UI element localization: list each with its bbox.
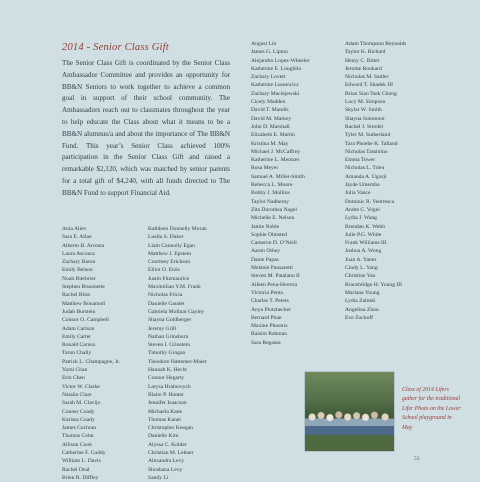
name-entry: Catherine F. Cuddy bbox=[62, 450, 106, 457]
name-entry: Christopher Keegan bbox=[148, 425, 193, 432]
name-entry: Emily Carter bbox=[62, 333, 92, 340]
name-entry: Dominic R. Ventresca bbox=[345, 198, 395, 205]
name-entry: Alexandra Levy bbox=[148, 458, 185, 465]
name-entry: Adam Thompson Reynolds bbox=[345, 41, 407, 47]
name-entry: Kathleen Donnelly Moran bbox=[148, 226, 207, 232]
name-entry: Juan A. Yanes bbox=[345, 256, 377, 263]
name-entry: David T. Mandis bbox=[251, 107, 289, 114]
name-entry: Brien R. Diffley bbox=[62, 474, 99, 481]
name-entry: John D. Marshall bbox=[251, 123, 290, 130]
name-entry: Lucy M. Simpson bbox=[345, 99, 386, 106]
name-entry: Michael J. McCaffrey bbox=[251, 148, 301, 155]
name-entry: Frank Williams III bbox=[345, 240, 387, 247]
names-column-4 bbox=[345, 40, 406, 322]
name-entry: William L. Davis bbox=[62, 458, 101, 465]
name-entry: Katherine L. Mentzer bbox=[251, 157, 300, 164]
name-entry: Jamie Noble bbox=[251, 223, 280, 230]
name-entry: Victoria Penta bbox=[251, 289, 283, 296]
name-entry: Lydia J. Wang bbox=[345, 215, 377, 222]
name-entry: August Lin bbox=[251, 41, 277, 47]
name-entry: Rachel J. Strodel bbox=[345, 123, 384, 130]
name-entry: Ania Aliev bbox=[62, 226, 87, 232]
name-entry: Alyssa C. Kohler bbox=[148, 441, 187, 448]
name-entry: Danielle Kim bbox=[148, 433, 179, 440]
name-entry: Julia Vance bbox=[345, 190, 371, 197]
name-entry: Sara Regassa bbox=[251, 339, 281, 346]
name-entry: Shayna Solomont bbox=[345, 115, 385, 122]
name-entry: Rosa Meyer bbox=[251, 165, 279, 172]
name-entry: Victor W. Clarke bbox=[62, 383, 100, 390]
name-entry: Christian M. Lehner bbox=[148, 450, 194, 457]
name-entry: Shoshana Levy bbox=[148, 466, 183, 473]
name-entry: Patrick L. Champagne, Jr. bbox=[62, 358, 121, 365]
name-entry: Dante Papas bbox=[251, 256, 279, 263]
name-entry: Rachel Deal bbox=[62, 466, 90, 473]
name-entry: Nicholas M. Sadler bbox=[345, 74, 389, 81]
name-entry: Bracebridge H. Young III bbox=[345, 281, 403, 288]
name-entry: Nathan Grinshorn bbox=[148, 333, 189, 340]
name-entry: Sara E. Allan bbox=[62, 234, 92, 241]
name-entry: Zachary Maciejewski bbox=[251, 90, 300, 97]
name-entry: Taylor Nadherny bbox=[251, 198, 289, 205]
names-column-3 bbox=[251, 40, 310, 347]
name-entry: Tyler M. Sutherland bbox=[345, 132, 391, 139]
name-entry: Steven M. Patalano II bbox=[251, 273, 300, 280]
name-entry: Brendan K. Webb bbox=[345, 223, 385, 230]
name-entry: Emily Belson bbox=[62, 267, 93, 274]
name-entry: Larysa Hrabowych bbox=[148, 383, 191, 390]
name-entry: Taylor K. Richard bbox=[345, 49, 386, 56]
name-entry: Nicholas Fricia bbox=[148, 292, 183, 299]
name-entry: Ronald Caruso bbox=[62, 342, 96, 349]
name-entry: Katherine Lusnewicz bbox=[251, 82, 299, 89]
name-entry: Angelina Zhou bbox=[345, 306, 379, 313]
photo-caption: Class of 2014 Lifers gather for the traditional Lifer Photo on the Lower School playground in May bbox=[402, 387, 461, 431]
name-entry: Noah Bierbrier bbox=[62, 275, 96, 282]
name-entry: Michelle E. Nelson bbox=[251, 215, 295, 222]
name-entry: Zita Dorothea Nagel bbox=[251, 206, 297, 213]
name-entry: Mariana Young bbox=[345, 289, 380, 296]
intro-paragraph: The Senior Class Gift is coordinated by the Senior Class Ambassador Committee and provides an opportunity for BB&N Seniors to work together to achieve a common goal in support of their school community. The Ambassadors reach out to classmates throughout the year to help educate the Class about what it means to be a BB&N alumnus/a and about the importance of The BB&N Fund. This year’s Senior Class achieved 100% participation in the Senior Class Gift and raised a remarkable $2,120, which was matched by senior parents for a total gift of $4,240, with all funds directed to The BB&N Fund to support Financial Aid. bbox=[62, 59, 230, 197]
page-number: 53 bbox=[414, 456, 420, 462]
name-entry: Elliot O. Etzis bbox=[148, 267, 180, 274]
name-entry: Natalia Clare bbox=[62, 391, 92, 398]
name-entry: Timothy Grogan bbox=[148, 350, 186, 357]
names-column-1 bbox=[62, 225, 120, 482]
name-entry: Eve Zuckoff bbox=[345, 314, 374, 321]
name-entry: Hannah K. Hecht bbox=[148, 367, 187, 374]
name-entry: Lydia Zaleski bbox=[345, 298, 376, 305]
name-entry: Sophie Olmsted bbox=[251, 231, 287, 238]
name-entry: Kristina M. May bbox=[251, 140, 289, 147]
names-column-2 bbox=[148, 225, 207, 482]
name-entry: Maximilian Y.M. Frank bbox=[148, 284, 201, 291]
name-entry: James G. Lipton bbox=[251, 49, 288, 56]
photo-ground bbox=[305, 435, 394, 451]
name-entry: Matthew Bonamoli bbox=[62, 300, 106, 307]
class-photo bbox=[305, 372, 394, 451]
name-entry: Julie P.G. White bbox=[345, 231, 382, 238]
name-entry: Elizabeth E. Martin bbox=[251, 132, 295, 139]
name-entry: Luella S. Duker bbox=[148, 234, 184, 241]
name-entry: Christine Yao bbox=[345, 273, 376, 280]
name-entry: Rachel Bliss bbox=[62, 292, 91, 299]
name-entry: Connor Hegarty bbox=[148, 375, 185, 382]
name-entry: Courtney Erickson bbox=[148, 259, 191, 266]
name-entry: Raisim Rahman bbox=[251, 331, 287, 338]
name-entry: Andre C. Vogel bbox=[345, 206, 380, 213]
name-entry: Michaela Kane bbox=[148, 408, 183, 415]
name-entry: Charles T. Peters bbox=[251, 298, 289, 305]
name-entry: Steven I. Grinstein bbox=[148, 342, 191, 349]
name-entry: Amanda A. Ugorji bbox=[345, 173, 387, 180]
name-entry: Zachary Baron bbox=[62, 259, 96, 266]
name-entry: Zachary Lovett bbox=[251, 74, 286, 81]
name-entry: Bernard Phan bbox=[251, 314, 282, 321]
intro-text bbox=[62, 58, 230, 200]
name-entry: Joshua A. Wong bbox=[345, 248, 382, 255]
name-entry: David M. Markey bbox=[251, 115, 292, 122]
name-entry: Brian Siao Tsek Chong bbox=[345, 90, 397, 97]
name-entry: Nicholas Tassinino bbox=[345, 148, 388, 155]
name-entry: Conner Coady bbox=[62, 408, 95, 415]
name-entry: Justin Fitzmaurice bbox=[148, 275, 190, 282]
name-entry: Karissa Coady bbox=[62, 416, 95, 423]
name-entry: Gabriela Molinar Gayley bbox=[148, 308, 205, 315]
name-entry: Thomas Cohn bbox=[62, 433, 94, 440]
name-entry: Rebecca L. Moore bbox=[251, 182, 293, 189]
name-entry: Thomas Kanel bbox=[148, 416, 181, 423]
name-entry: Liam Connolly Egan bbox=[148, 242, 195, 249]
name-entry: Cicely Madden bbox=[251, 99, 286, 106]
name-entry: Jayde Umemba bbox=[345, 182, 380, 189]
name-entry: Allison Cook bbox=[62, 441, 92, 448]
name-entry: Henry C. Ritter bbox=[345, 57, 380, 64]
name-entry: Jeremy Grill bbox=[148, 325, 177, 332]
name-entry: Jerome Rookard bbox=[345, 65, 382, 72]
name-entry: Blaire P. Hunter bbox=[148, 391, 184, 398]
name-entry: Maxine Phoenix bbox=[251, 323, 288, 330]
name-entry: Danielle Gaudet bbox=[148, 300, 185, 307]
name-entry: Judah Burstein bbox=[62, 308, 96, 315]
name-entry: Anya Plotzbecker bbox=[251, 306, 291, 313]
name-entry: Laura Ascoura bbox=[62, 250, 95, 257]
name-entry: Samuel A. Miller-Smith bbox=[251, 173, 305, 180]
name-entry: Alberto B. Arcosta bbox=[62, 242, 105, 249]
name-entry: Tarun Chally bbox=[62, 350, 92, 357]
name-entry: Skylar W. Smith bbox=[345, 107, 382, 114]
name-entry: Aaron Othey bbox=[251, 248, 281, 255]
name-entry: Matthew J. Epstein bbox=[148, 250, 192, 257]
name-entry: Melanie Pansaretti bbox=[251, 265, 293, 272]
name-entry: Edward T. Shadek III bbox=[345, 82, 393, 89]
name-entry: Cindy L. Yang bbox=[345, 265, 378, 272]
name-entry: James Cochran bbox=[62, 425, 97, 432]
name-entry: Sarah M. Clavijo bbox=[62, 400, 101, 407]
name-entry: Connor O. Campbell bbox=[62, 317, 109, 324]
name-entry: Cameron D. O’Neill bbox=[251, 240, 297, 247]
name-entry: Yumi Chan bbox=[62, 367, 88, 374]
name-entry: Nicholas L. Trieu bbox=[345, 165, 385, 172]
name-entry: Erin Chen bbox=[62, 375, 85, 382]
name-entry: Katherine E. Loughlin bbox=[251, 65, 302, 72]
name-entry: Bobby J. Mullins bbox=[251, 190, 290, 197]
name-entry: Jennifer Isaacson bbox=[148, 400, 187, 407]
name-entry: Stephen Bissonette bbox=[62, 284, 105, 291]
name-entry: Tara Phoebe K. Talland bbox=[345, 140, 398, 147]
name-entry: Adam Carlson bbox=[62, 325, 95, 332]
name-entry: Emma Tower bbox=[345, 157, 376, 164]
section-heading: 2014 - Senior Class Gift bbox=[62, 42, 169, 53]
name-entry: Aileen Pena-Herrera bbox=[251, 281, 298, 288]
name-entry: Alejandro Lopez-Wheeler bbox=[251, 57, 310, 64]
name-entry: Sandy Li bbox=[148, 474, 169, 481]
photo-group-figures bbox=[305, 405, 394, 435]
name-entry: Theodore Hattemer-Maier bbox=[148, 358, 207, 365]
name-entry: Shayna Goldberger bbox=[148, 317, 192, 324]
